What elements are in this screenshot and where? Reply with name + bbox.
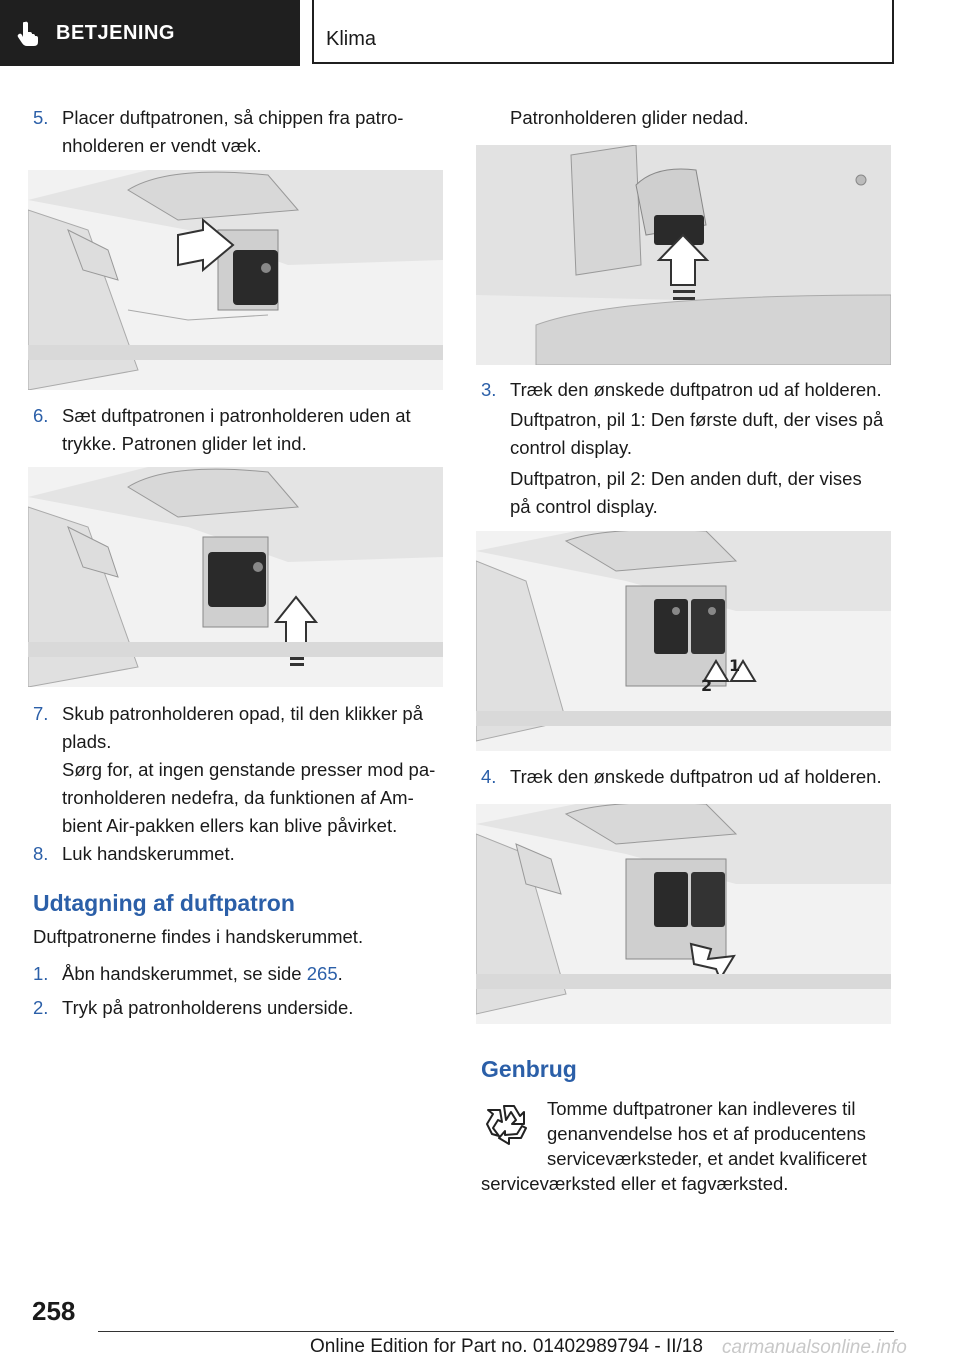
step-number: 4. bbox=[481, 766, 497, 787]
step-text: Tryk på patronholderens underside. bbox=[62, 997, 354, 1018]
step-3-note-2: Duftpatron, pil 2: Den anden duft, der vises på control display. bbox=[510, 468, 862, 517]
step-7 bbox=[33, 700, 453, 756]
section-heading-recycling: Genbrug bbox=[481, 1056, 577, 1082]
page-number: 258 bbox=[32, 1296, 76, 1326]
page-link[interactable]: 265 bbox=[306, 963, 338, 984]
step-8 bbox=[33, 840, 453, 868]
intro-text: Duftpatronerne findes i handskerummet. bbox=[33, 926, 364, 947]
arrow-label-2: 2 bbox=[701, 676, 713, 695]
figure-two-cartridges bbox=[476, 531, 891, 751]
step-6 bbox=[33, 402, 453, 458]
section-heading-removal: Udtagning af duftpatron bbox=[33, 890, 295, 916]
step-text: Åbn handskerummet, se side 265. bbox=[62, 963, 343, 984]
step-text: Træk den ønskede duftpatron ud af holderen. bbox=[510, 766, 882, 787]
step-number: 1. bbox=[33, 963, 49, 984]
step-2 bbox=[33, 994, 453, 1022]
step-1 bbox=[33, 960, 453, 988]
step-5 bbox=[33, 104, 453, 160]
step-number: 3. bbox=[481, 379, 497, 400]
step-text: Skub patronholderen opad, til den klikker på plads. bbox=[62, 703, 423, 752]
recycling-text-last: serviceværksted eller et fagværksted. bbox=[481, 1173, 789, 1194]
recycling-text: Tomme duftpatroner kan indleveres til genanvendelse hos et af producentens serviceværksteder, et andet kvalificeret bbox=[547, 1098, 867, 1169]
figure-cartridge-pull-out bbox=[476, 804, 891, 1024]
step-text: Luk handskerummet. bbox=[62, 843, 235, 864]
step-text: Placer duftpatronen, så chippen fra patro- nholderen er vendt væk. bbox=[62, 107, 404, 156]
arrow-label-1: 1 bbox=[729, 656, 741, 675]
figure-cartridge-insert bbox=[28, 170, 443, 390]
pointing-hand-icon bbox=[0, 20, 56, 46]
chapter-label: Klima bbox=[326, 28, 377, 50]
footer-edition: Online Edition for Part no. 01402989794 - II/18 bbox=[310, 1336, 703, 1357]
step-7-note: Sørg for, at ingen genstande presser mod pa- tronholderen nedefra, da funktionen af Am- bient Air-pakken ellers kan blive påvirket. bbox=[62, 759, 436, 836]
footer-rule bbox=[98, 1331, 894, 1332]
step-text: Træk den ønskede duftpatron ud af holderen. bbox=[510, 379, 882, 400]
step-number: 5. bbox=[33, 107, 49, 128]
step-number: 8. bbox=[33, 843, 49, 864]
step-text: Sæt duftpatronen i patronholderen uden at trykke. Patronen glider let ind. bbox=[62, 405, 411, 454]
section-tab bbox=[0, 0, 300, 66]
step-number: 6. bbox=[33, 405, 49, 426]
recycling-icon bbox=[484, 1098, 534, 1148]
chapter-tab bbox=[312, 0, 894, 64]
continuation-text: Patronholderen glider nedad. bbox=[510, 107, 749, 128]
figure-holder-slides-down bbox=[476, 145, 891, 365]
step-number: 7. bbox=[33, 703, 49, 724]
step-number: 2. bbox=[33, 997, 49, 1018]
step-3 bbox=[481, 376, 911, 404]
step-3-note-1: Duftpatron, pil 1: Den første duft, der vises på control display. bbox=[510, 409, 884, 458]
watermark: carmanualsonline.info bbox=[722, 1337, 907, 1358]
step-4 bbox=[481, 763, 911, 791]
section-label: BETJENING bbox=[56, 21, 175, 44]
figure-cartridge-slide bbox=[28, 467, 443, 687]
